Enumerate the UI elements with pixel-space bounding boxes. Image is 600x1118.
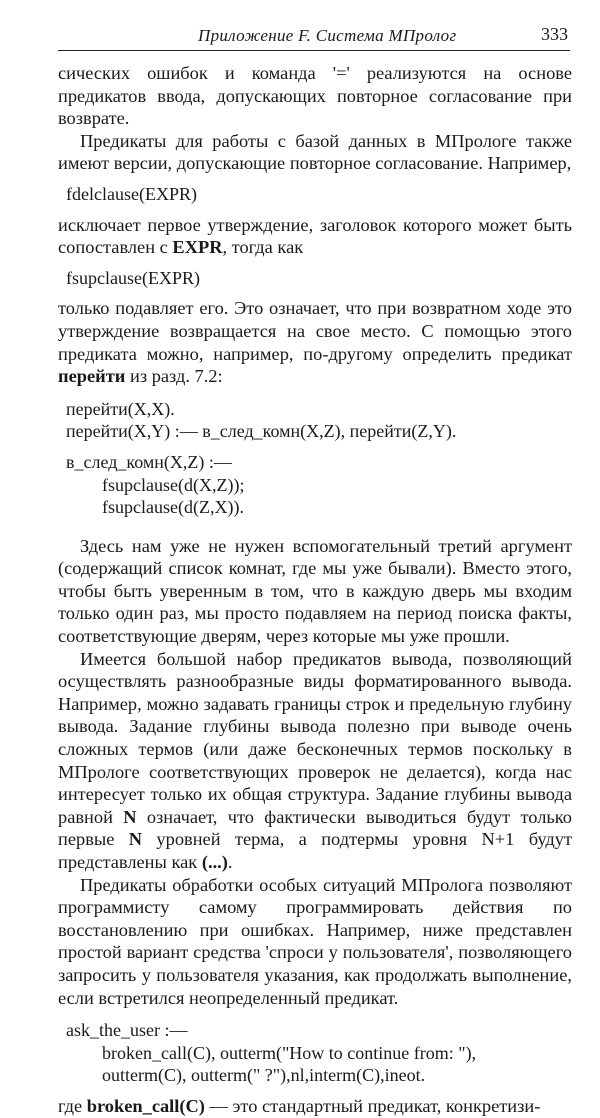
paragraph-6-text-mid: означает, что фактически выводиться будут только первые	[58, 806, 572, 850]
page-body	[58, 62, 572, 1118]
running-header	[58, 20, 570, 51]
paragraph-6-text-mid2: уровней терма, а подтермы уровня N+1 будут представлены как	[58, 829, 573, 872]
code-block-v-sled-komn: в_след_комн(X,Z) :— fsupclause(d(X,Z)); fsupclause(d(Z,X)).	[66, 451, 245, 518]
paragraph-4-text-start: только подавляет его. Это означает, что при возвратном ходе это утверждение возвращается на свое место. С помощью этого предиката можно, например, по-другому определить предикат	[58, 298, 572, 364]
page-number: 333	[541, 24, 568, 44]
paragraph-6-bold-ellipsis: (...)	[201, 852, 228, 872]
header-title: Приложение F. Система МПролог	[198, 26, 457, 45]
code-fsupclause: fsupclause(EXPR)	[66, 267, 200, 288]
paragraph-4-text-end: из разд. 7.2:	[125, 366, 223, 387]
code-fdelclause: fdelclause(EXPR)	[66, 183, 197, 204]
paragraph-2: Предикаты для работы с базой данных в МПрологе также имеют версии, допускающие повторное согласование. Например,	[58, 130, 572, 174]
paragraph-4-bold-perejti: перейти	[58, 366, 126, 387]
paragraph-4	[58, 297, 572, 387]
paragraph-8-text-end: — это стандартный предикат, конкретизи-	[204, 1095, 541, 1116]
paragraph-6-bold-n2: N	[128, 829, 143, 850]
paragraph-6-text-end: .	[227, 852, 233, 872]
paragraph-8-text-start: где	[58, 1095, 87, 1116]
paragraph-6	[58, 648, 572, 874]
paragraph-8	[58, 1095, 572, 1118]
paragraph-6-bold-n1: N	[123, 806, 137, 827]
paragraph-3-bold-expr: EXPR	[172, 237, 223, 258]
paragraph-6-text-start: Имеется большой набор предикатов вывода, позволяющий осуществлять разнообразные виды форматированного вывода. Например, можно задавать границы строк и предельную глубину вывода. Задание глубины вывода полезно при выводе очень сложных термов (или даже бесконечных термов поскольку в МПрологе соответствующих проверок не делается), когда нас интересует только их общая структура. Задание глубины вывода равной	[58, 648, 572, 827]
paragraph-1: сических ошибок и команда '=' реализуются на основе предикатов ввода, допускающих повторное согласование при возврате.	[58, 63, 572, 129]
code-block-perejti: перейти(X,X). перейти(X,Y) :— в_след_комн(X,Z), перейти(Z,Y).	[66, 398, 457, 442]
code-block-ask-the-user: ask_the_user :— broken_call(C), outterm("How to continue from: "), outterm(C), outterm(" ?"),nl,interm(C),ineot.	[66, 1020, 477, 1086]
paragraph-5: Здесь нам уже не нужен вспомогательный третий аргумент (содержащий список комнат, где мы уже бывали). Вместо этого, чтобы быть уверенным в том, что в каждую дверь мы входим только один раз, мы просто подавляем на период поиска факты, соответствующие дверям, через которые мы уже прошли.	[58, 535, 572, 647]
paragraph-3	[58, 214, 572, 259]
paragraph-3-text-start: исключает первое утверждение, заголовок которого может быть сопоставлен с	[58, 214, 572, 258]
paragraph-8-bold-broken-call: broken_call(C)	[86, 1095, 205, 1116]
paragraph-3-text-end: , тогда как	[222, 237, 304, 258]
paragraph-7: Предикаты обработки особых ситуаций МПролога позволяют программисту самому программировать действия по восстановлению при ошибках. Например, ниже представлен простой вариант средства 'спроси у пользователя', позволяющего запросить у пользователя указания, как продолжать выполнение, если встретился неопределенный предикат.	[58, 874, 572, 1008]
